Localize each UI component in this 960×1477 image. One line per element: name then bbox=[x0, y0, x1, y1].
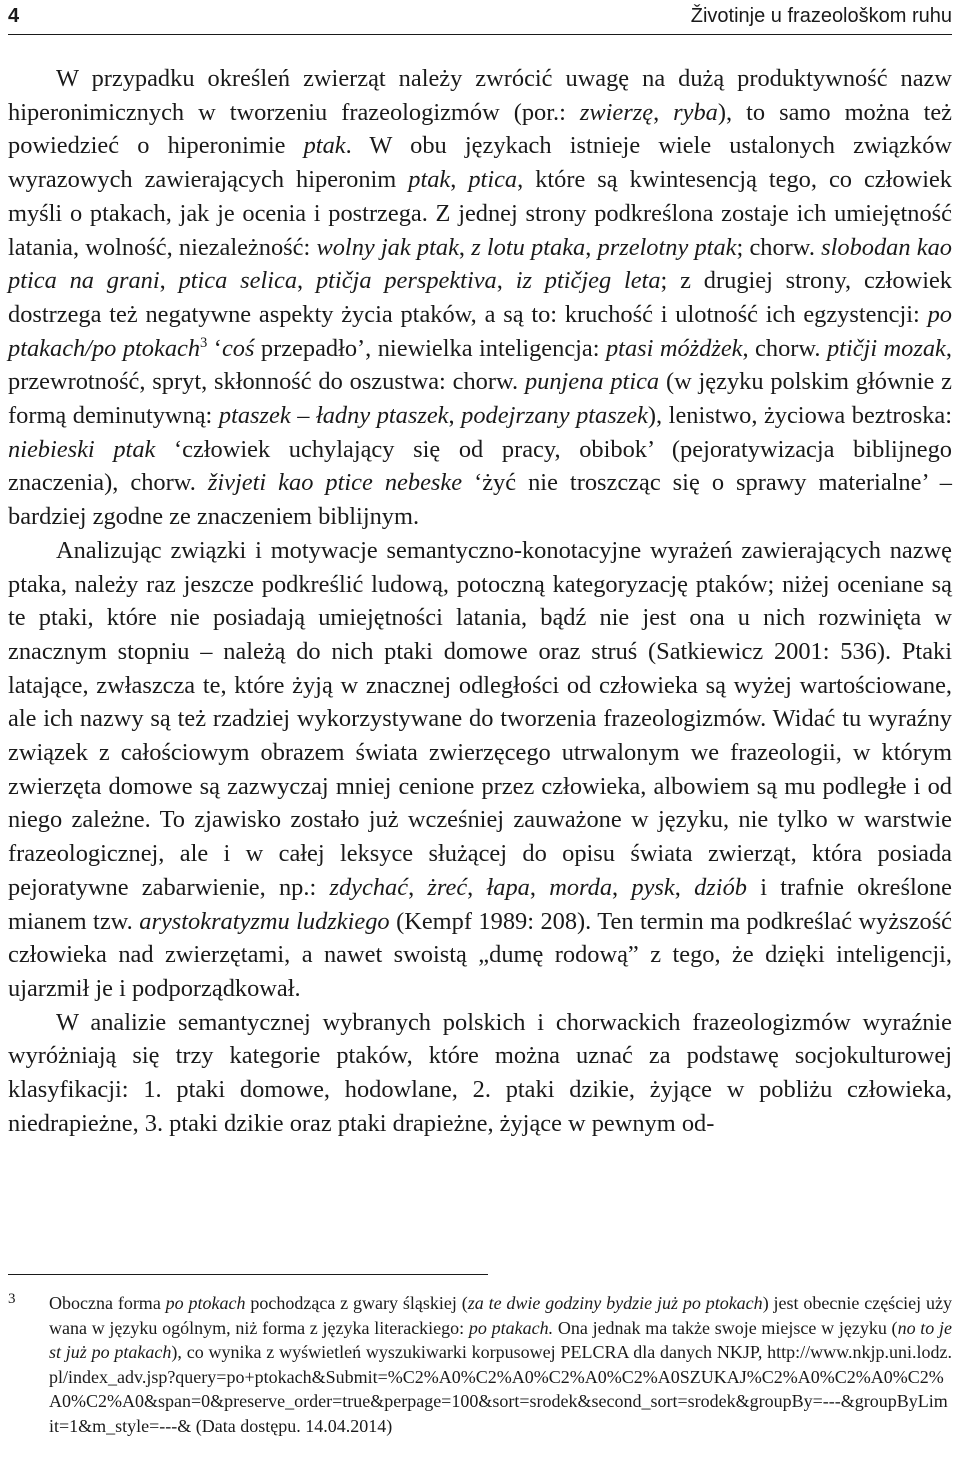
text-run: , które są kwintesencją tego, co człowiek myśli o ptakach, jak je ocenia i postrzega. Z jednej strony podkreślona zostaje ich umiejętność latania, wolność, niezależność: bbox=[8, 166, 952, 261]
footnote-text bbox=[49, 1291, 952, 1438]
text-run: ), co wynika z wyświetleń wyszukiwarki korpusowej PELCRA dla danych NKJP, http://www.nkjp.uni.lodz.pl/index_adv.jsp?query=po+ptokach&Submit=%C2%A0%C2%A0%C2%A0%C2%A0SZUKAJ%C2%A0%C2%A0%C2%A0%C2%A0&span=0&preserve_order=true&perpage=100&sort=srodek&second_sort=srodek&groupBy=---&groupByLimit=1&m_style=---& (Data dostępu. 14.04.2014) bbox=[49, 1342, 952, 1436]
italic-phrase: ptica selica bbox=[178, 267, 298, 295]
italic-phrase: punjena ptica bbox=[524, 368, 660, 396]
text-run: , bbox=[408, 873, 428, 901]
italic-phrase: ptičja perspektiva bbox=[315, 267, 497, 295]
text-run: ‘człowiek uchylający się od pracy, obibok’ (pejoratywizacja biblijnego znaczenia), chorw. bbox=[8, 435, 953, 497]
italic-phrase: arystokratyzmu ludzkiego bbox=[139, 907, 390, 935]
text-run: ), lenistwo, życiowa beztroska: bbox=[647, 402, 952, 430]
text-run: ; chorw. bbox=[736, 233, 822, 261]
text-run: i trafnie określone mianem tzw. bbox=[8, 873, 952, 935]
italic-phrase: żreć bbox=[427, 873, 468, 901]
text-run: (w języku polskim głównie z formą deminutywną: bbox=[8, 368, 953, 430]
text-run: , bbox=[450, 166, 469, 194]
text-run: , bbox=[496, 267, 516, 295]
italic-phrase: po ptakach. bbox=[468, 1317, 554, 1338]
text-run: pochodząca z gwary śląskiej ( bbox=[245, 1293, 468, 1313]
italic-phrase: pysk bbox=[631, 873, 675, 901]
italic-phrase: łapa bbox=[486, 873, 530, 901]
italic-phrase: no to jest już po ptakach bbox=[49, 1317, 953, 1362]
text-run: , bbox=[159, 267, 179, 295]
italic-phrase: ptaszek – ładny ptaszek bbox=[218, 402, 449, 430]
italic-phrase: po ptakach/po ptokach bbox=[8, 300, 952, 362]
paragraph bbox=[8, 1006, 952, 1141]
text-run: ; z drugiej strony, człowiek dostrzega też negatywne aspekty życia ptaków, a są to: kruchość i ulotność ich egzystencji: bbox=[8, 267, 952, 328]
text-run: , bbox=[297, 267, 316, 295]
text-run: Analizując związki i motywacje semantyczno-konotacyjne wyrażeń zawierających nazwę ptaka, należy raz jeszcze podkreślić ludową, potoczną kategoryzację ptaków; niżej oceniane są te ptaki, które nie posiadają umiejętności latania, bądź nie jest ona u nich rozwinięta w znacznym stopniu – należą do nich ptaki domowe oraz struś (Satkiewicz 2001: 536). Ptaki latające, zwłaszcza te, które żyją w znacznej odległości od człowieka są wyżej wartościowane, ale ich nazwy są też rzadziej wykorzystywane do tworzenia frazeologizmów. Widać tu wyraźny związek z całościowym obrazem świata zwierzęcego utrwalonym we frazeologii, w którym zwierzęta domowe są zazwyczaj mniej cenione przez człowieka, albowiem są mu podległe i od niego zależne. To zjawisko zostało już wcześniej zauważone w języku, nie tylko w warstwie frazeologicznej, ale i w całej leksyce służącej do opisu świata zwierząt, która posiada pejoratywne zabarwienie, np.: bbox=[8, 536, 952, 901]
italic-phrase: ptak bbox=[303, 132, 346, 160]
italic-phrase: ptičji mozak bbox=[826, 334, 946, 362]
text-run: . W obu językach istnieje wiele ustalonych związków wyrazowych zawierających hiperonim bbox=[8, 132, 953, 194]
footnote-reference: 3 bbox=[200, 334, 208, 351]
italic-phrase: ptak bbox=[408, 166, 451, 194]
page-number: 4 bbox=[8, 5, 20, 27]
italic-phrase: slobodan kao ptica na grani bbox=[8, 233, 952, 295]
text-run: , bbox=[467, 873, 487, 901]
paragraph bbox=[8, 534, 952, 1006]
italic-phrase: zwierzę bbox=[579, 98, 654, 126]
italic-phrase: zdychać bbox=[329, 873, 409, 901]
italic-phrase: przelotny ptak bbox=[597, 233, 737, 261]
running-title: Životinje u frazeološkom ruhu bbox=[690, 5, 952, 27]
footnote-divider bbox=[8, 1274, 488, 1275]
text-run: , przewrotność, spryt, skłonność do oszustwa: chorw. bbox=[8, 334, 952, 396]
italic-phrase: podejrzany ptaszek bbox=[461, 402, 648, 430]
body-text bbox=[8, 62, 952, 1141]
text-run: , bbox=[585, 233, 598, 261]
italic-phrase: ptica bbox=[468, 166, 518, 194]
text-run: Oboczna forma bbox=[49, 1293, 166, 1313]
text-run: przepadło’, niewielka inteligencja: bbox=[254, 334, 606, 362]
italic-phrase: dziób bbox=[694, 873, 747, 901]
footnote-marker: 3 bbox=[8, 1291, 16, 1307]
italic-phrase: živjeti kao ptice nebeske bbox=[207, 469, 463, 497]
text-run: , bbox=[653, 98, 674, 126]
text-run: ) jest obecnie częściej używana w języku ogólnym, niż forma z języka literackiego: bbox=[49, 1293, 953, 1338]
text-run: W przypadku określeń zwierząt należy zwrócić uwagę na dużą produktywność nazw hiperonimicznych w tworzeniu frazeologizmów (por.: bbox=[8, 65, 952, 126]
text-run: ), to samo można też powiedzieć o hiperonimie bbox=[8, 98, 953, 160]
text-run: , bbox=[458, 233, 472, 261]
text-run: ‘żyć nie troszcząc się o sprawy materialne’ – bardziej zgodne ze znaczeniem biblijnym. bbox=[8, 469, 952, 531]
text-run: , bbox=[612, 873, 632, 901]
paragraph bbox=[8, 62, 952, 534]
text-run: , bbox=[674, 873, 695, 901]
italic-phrase: ptasi móżdżek bbox=[605, 334, 743, 362]
text-run: , chorw. bbox=[742, 334, 827, 362]
italic-phrase: z lotu ptaka bbox=[471, 233, 586, 261]
italic-phrase: za te dwie godziny bydzie już po ptokach bbox=[467, 1293, 763, 1313]
italic-phrase: niebieski ptak bbox=[8, 435, 156, 463]
text-run: , bbox=[529, 873, 550, 901]
italic-phrase: ryba bbox=[673, 98, 718, 126]
italic-phrase: wolny jak ptak bbox=[316, 233, 459, 261]
running-header bbox=[8, 0, 952, 35]
text-run: Ona jednak ma także swoje miejsce w języku ( bbox=[553, 1317, 898, 1338]
footnote bbox=[8, 1291, 952, 1438]
italic-phrase: po ptokach bbox=[165, 1293, 246, 1313]
text-run: , bbox=[448, 402, 462, 430]
text-run: (Kempf 1989: 208). Ten termin ma podkreślać wyższość człowieka nad zwierzętami, a nawet swoistą „dumę rodową” z tego, że dzięki inteligencji, ujarzmił je i podporządkował. bbox=[8, 907, 953, 1002]
italic-phrase: coś bbox=[221, 334, 255, 362]
text-run: ‘ bbox=[207, 334, 222, 362]
italic-phrase: iz ptičjeg leta bbox=[515, 267, 661, 295]
italic-phrase: morda bbox=[549, 873, 613, 901]
text-run: W analizie semantycznej wybranych polskich i chorwackich frazeologizmów wyraźnie wyróżniają się trzy kategorie ptaków, które można uznać za podstawę socjokulturowej klasyfikacji: 1. ptaki domowe, hodowlane, 2. ptaki dzikie, żyjące w pobliżu człowieka, niedrapieżne, 3. ptaki dzikie oraz ptaki drapieżne, żyjące w pewnym od- bbox=[8, 1008, 952, 1137]
